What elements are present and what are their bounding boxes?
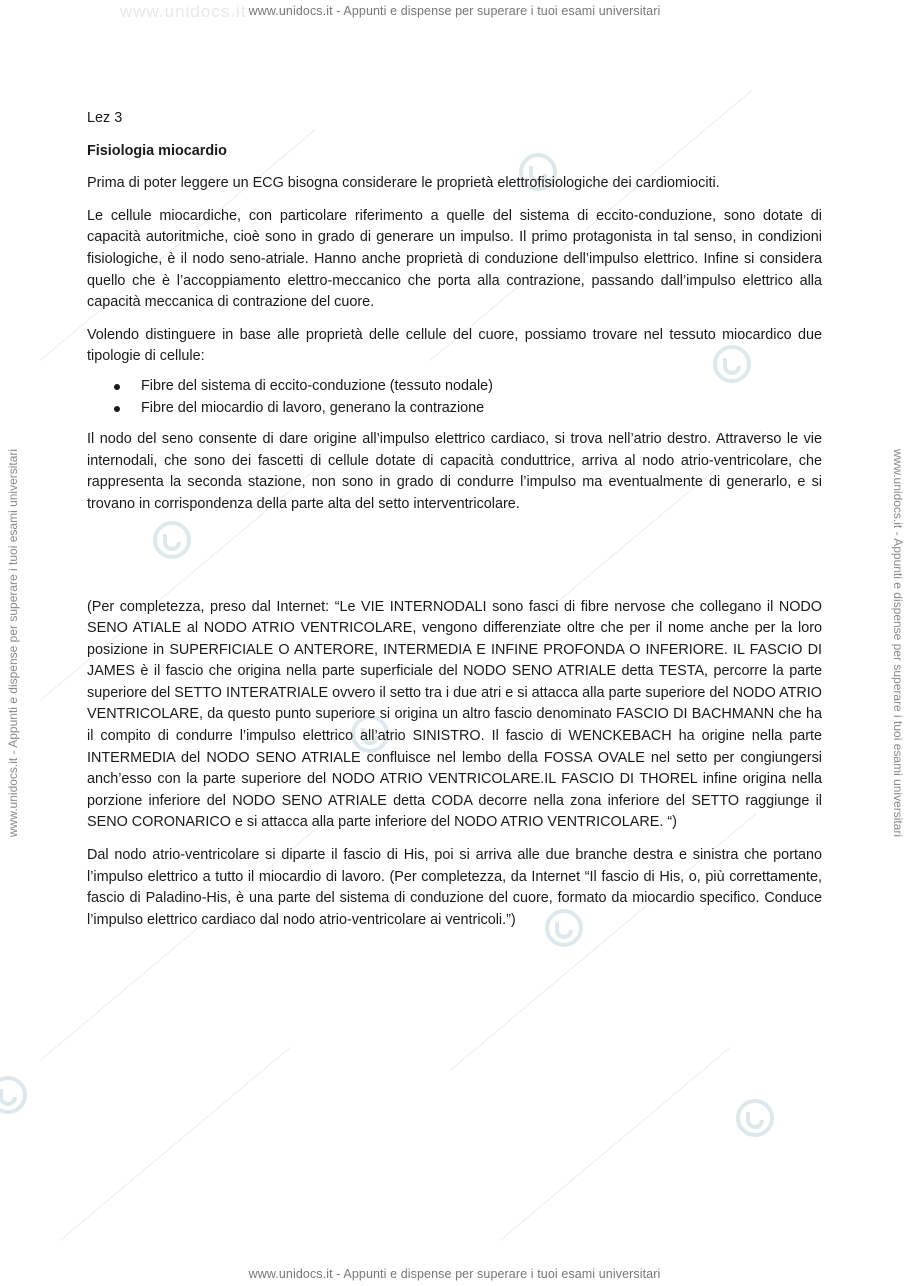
watermark-line xyxy=(500,1047,730,1241)
bullet-icon xyxy=(114,406,120,412)
paragraph-tipologie: Volendo distinguere in base alle proprietà delle cellule del cuore, possiamo trovare nel tessuto miocardico due tipologie di cellule: xyxy=(87,326,822,365)
bullet-icon xyxy=(114,384,120,390)
watermark-side-right: www.unidocs.it - Appunti e dispense per superare i tuoi esami universitari xyxy=(891,448,905,838)
section-heading: Fisiologia miocardio xyxy=(87,142,227,159)
watermark-side-left: www.unidocs.it - Appunti e dispense per superare i tuoi esami universitari xyxy=(6,448,20,838)
lecture-label: Lez 3 xyxy=(87,110,123,126)
list-item xyxy=(87,398,822,420)
list-item-text: Fibre del miocardio di lavoro, generano la contrazione xyxy=(141,399,485,416)
paragraph-nodo-seno: Il nodo del seno consente di dare origine all’impulso elettrico cardiaco, si trova nell’atrio destro. Attraverso le vie internodali, che sono dei fascetti di cellule dotate di capacità conduttrice, arriva al nodo atrio-ventricolare, che rappresenta la seconda stazione, non sono in grado di condurre l’impulso ma eventualmente di generarlo, e si trovano in corrispondenza della parte alta del setto interventricolare. xyxy=(87,431,822,512)
watermark-faint-domain: www.unidocs.it xyxy=(120,2,247,21)
unidocs-logo-icon xyxy=(735,1098,775,1138)
document-body xyxy=(87,108,822,942)
watermark-header: www.unidocs.it - Appunti e dispense per superare i tuoi esami universitari xyxy=(248,4,661,18)
list-item xyxy=(87,376,822,398)
cell-types-list xyxy=(87,376,822,419)
list-item-text: Fibre del sistema di eccito-conduzione (tessuto nodale) xyxy=(141,377,493,394)
blank-space xyxy=(87,527,822,597)
paragraph-cellule: Le cellule miocardiche, con particolare riferimento a quelle del sistema di eccito-conduzione, sono dotate di capacità autoritmiche, cioè sono in grado di generare un impulso. Il primo protagonista in tal senso, in condizioni fisiologiche, è il nodo seno-atriale. Hanno anche proprietà di conduzione dell’impulso elettrico. Infine si considera quello che è l’accoppiamento elettro-meccanico che porta alla contrazione, passando dall’impulso elettrico alla capacità meccanica di contrazione del cuore. xyxy=(87,207,822,311)
paragraph-vie-internodali: (Per completezza, preso dal Internet: “Le VIE INTERNODALI sono fasci di fibre nervose che collegano il NODO SENO ATIALE al NODO ATRIO VENTRICOLARE, vengono differenziate oltre che per il nome anche per la loro posizione in SUPERFICIALE O ANTERORE, INTERMEDIA E INFINE PROFONDA O INFERIORE. IL FASCIO DI JAMES è il fascio che origina nella parte superficiale del NODO SENO ATRIALE detta TESTA, percorre la parte superiore del SETTO INTERATRIALE ovvero il setto tra i due atri e si attacca alla parte superiore del NODO ATRIO VENTRICOLARE, da questo punto superiore si origina un altro fascio denominato FASCIO DI BACHMANN che ha il compito di condurre l’impulso elettrico all’atrio SINISTRO. Il fascio di WENCKEBACH ha origine nella parte INTERMEDIA del NODO SENO ATRIALE confluisce nel lembo della FOSSA OVALE nel setto per congiungersi anch’esso con la parte superiore del NODO ATRIO VENTRICOLARE.IL FASCIO DI THOREL infine origina nella porzione inferiore del NODO SENO ATRIALE detta CODA decorre nella zona inferiore del SETTO raggiunge il SENO CORONARICO e si attacca alla parte inferiore del NODO ATRIO VENTRICOLARE. “) xyxy=(87,598,822,831)
unidocs-logo-icon xyxy=(0,1075,28,1115)
paragraph-intro: Prima di poter leggere un ECG bisogna considerare le proprietà elettrofisiologiche dei cardiomiociti. xyxy=(87,175,720,192)
watermark-line xyxy=(60,1047,290,1241)
watermark-footer: www.unidocs.it - Appunti e dispense per superare i tuoi esami universitari xyxy=(248,1267,661,1281)
paragraph-fascio-his: Dal nodo atrio-ventricolare si diparte il fascio di His, poi si arriva alle due branche destra e sinistra che portano l’impulso elettrico a tutto il miocardio di lavoro. (Per completezza, da Internet “Il fascio di His, o, più correttamente, fascio di Paladino-His, è una parte del sistema di conduzione del cuore, formato da miocardio specifico. Conduce l’impulso elettrico cardiaco dal nodo atrio-ventricolare ai ventricoli.”) xyxy=(87,847,822,928)
